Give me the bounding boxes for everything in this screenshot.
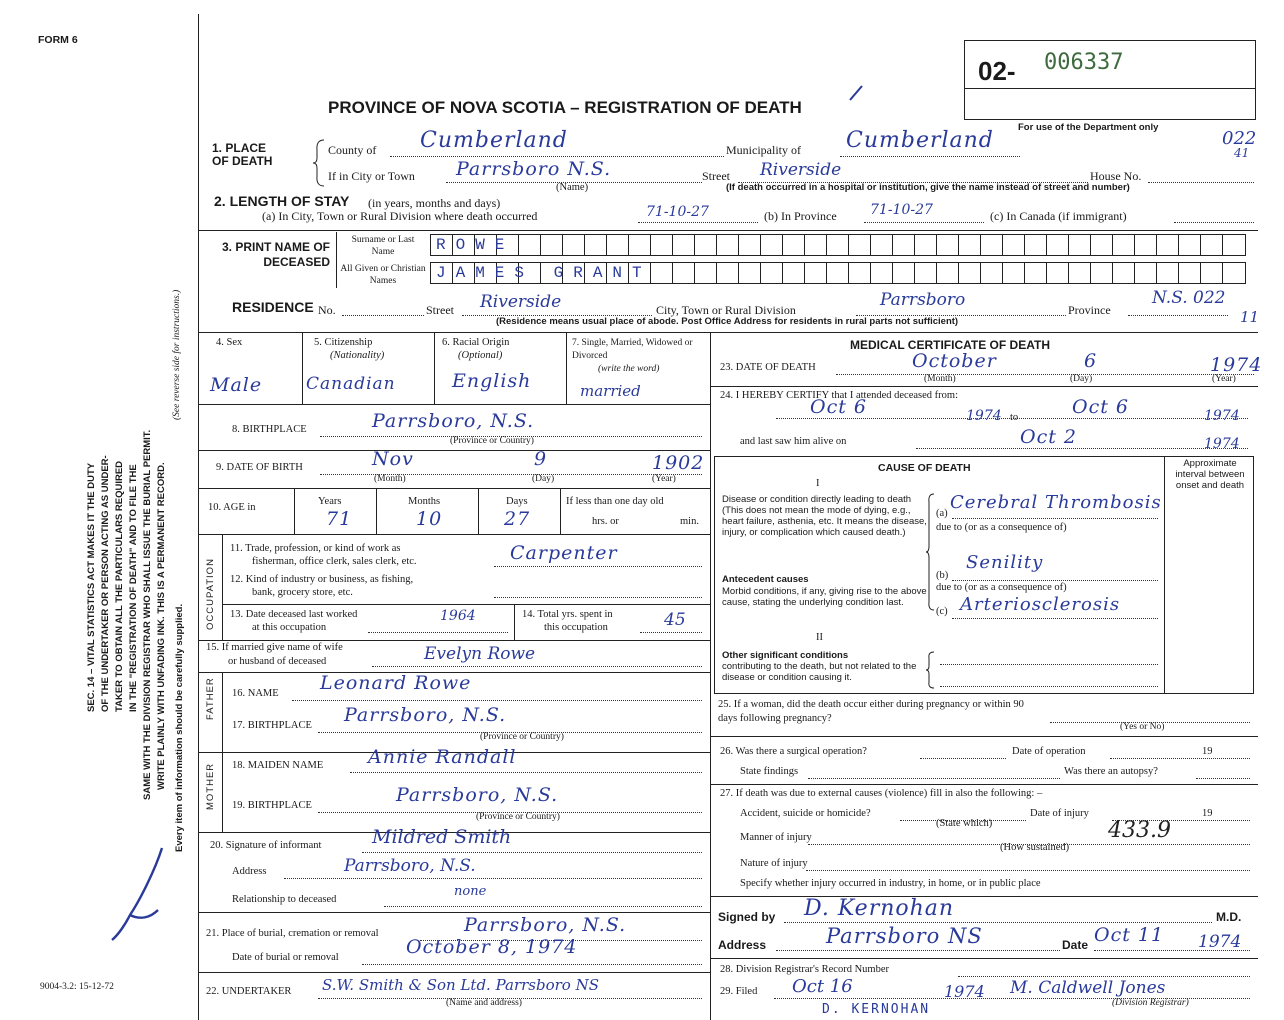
s22-value: S.W. Smith & Son Ltd. Parrsboro NS	[322, 976, 599, 994]
s2-c-label: (c) In Canada (if immigrant)	[990, 209, 1127, 223]
s10-label: 10. AGE in	[208, 502, 256, 513]
s10-years: 71	[326, 508, 353, 530]
s9-year-label: (Year)	[652, 474, 676, 484]
s23-day-label: (Day)	[1070, 374, 1093, 384]
s2-label: LENGTH OF STAY	[229, 193, 350, 209]
s23-year: 1974	[1210, 354, 1263, 376]
s19-value: Parrsboro, N.S.	[396, 784, 559, 806]
s24-last-saw-label: and last saw him alive on	[740, 436, 847, 447]
s18-value: Annie Randall	[368, 746, 517, 768]
antecedent-label: Antecedent causes	[722, 574, 809, 585]
s14-sub: this occupation	[544, 622, 608, 633]
s19-sub: (Province or Country)	[476, 812, 560, 822]
medical-title: MEDICAL CERTIFICATE OF DEATH	[850, 338, 1050, 352]
s2-a-value: 71-10-27	[646, 204, 709, 220]
s1-county-label: County of	[328, 143, 377, 157]
s24-to: Oct 6	[1072, 396, 1129, 418]
s27-how-sustained: (How sustained)	[1000, 842, 1070, 853]
s11-sub: fisherman, office clerk, sales clerk, etc.	[252, 556, 417, 567]
direct-label: Disease or condition directly leading to death (This does not mean the mode of dying, e.g., heart failure, asthenia, etc. It means the disease, injury, or complication which caused death.)	[722, 494, 927, 538]
s9-day-label: (Day)	[532, 474, 555, 484]
side-text-8: Every item of information should be carefully supplied.	[174, 603, 185, 852]
s9-year: 1902	[652, 452, 705, 474]
s19-label: 19. BIRTHPLACE	[232, 800, 312, 811]
s2-sub: (in years, months and days)	[368, 196, 501, 210]
s22-label: 22. UNDERTAKER	[206, 986, 292, 997]
s6-value: English	[452, 370, 532, 392]
s1-brace	[312, 138, 326, 188]
s27-state-which: (State which)	[936, 818, 993, 829]
cause-b-label: (b)	[936, 570, 949, 581]
dept-code-1: 022	[1222, 128, 1257, 149]
page-title: PROVINCE OF NOVA SCOTIA – REGISTRATION OF DEATH	[328, 98, 802, 117]
residence-province-value: N.S. 022	[1152, 288, 1226, 308]
s1-city-value: Parrsboro N.S.	[456, 158, 612, 180]
s22-sub: (Name and address)	[446, 998, 522, 1008]
s10-years-label: Years	[318, 496, 342, 507]
s3-surname-value: ROWE	[436, 236, 515, 254]
s24-from-year: 1974	[966, 408, 1002, 424]
s9-day: 9	[534, 448, 548, 470]
s24-label: 24. I HEREBY CERTIFY that I attended deceased from:	[720, 390, 958, 401]
s21-value: Parrsboro, N.S.	[464, 914, 627, 936]
s1-county-value: Cumberland	[420, 128, 568, 153]
residence-province-label: Province	[1068, 303, 1111, 317]
cause-a-label: (a)	[936, 508, 948, 519]
s26-nineteen: 19	[1202, 746, 1213, 757]
s6-label: 6. Racial Origin	[442, 337, 510, 348]
residence-street-label: Street	[426, 303, 454, 317]
s1-street-label: Street	[702, 169, 730, 183]
date-value: Oct 11	[1094, 924, 1165, 946]
antecedent-sub: Morbid conditions, if any, giving rise to the above cause, stating the underlying condition last.	[722, 586, 927, 608]
s24-to-year: 1974	[1204, 408, 1240, 424]
s27-specify-label: Specify whether injury occurred in industry, in home, or in public place	[740, 878, 1041, 889]
s20-address-label: Address	[232, 866, 267, 877]
s10-less-label: If less than one day old	[566, 496, 664, 507]
s10-months-label: Months	[408, 496, 441, 507]
s3-surname-label: Surname or Last Name	[351, 235, 415, 257]
residence-note: (Residence means usual place of abode. Post Office Address for residents in rural parts not sufficient)	[496, 316, 959, 327]
s10-months: 10	[416, 508, 443, 530]
s23-month: October	[912, 350, 997, 372]
s10-days-label: Days	[506, 496, 528, 507]
s2-b-label: (b) In Province	[764, 209, 837, 223]
s2-b-value: 71-10-27	[870, 202, 933, 218]
mother-label: MOTHER	[205, 762, 216, 810]
s26-label: 26. Was there a surgical operation?	[720, 746, 867, 757]
s29-label: 29. Filed	[720, 986, 758, 997]
s8-sub: (Province or Country)	[450, 436, 534, 446]
filed-year: 1974	[944, 982, 985, 1001]
s2-a-label: (a) In City, Town or Rural Division where death occurred	[262, 209, 538, 223]
s23-month-label: (Month)	[924, 374, 956, 384]
s1-name-label: (Name)	[556, 182, 589, 193]
s1-municipality-value: Cumberland	[846, 128, 994, 153]
s7-value: married	[580, 382, 641, 400]
cause-c-value: Arteriosclerosis	[960, 594, 1121, 615]
serial-prefix: 02-	[978, 56, 1016, 86]
s1-house-label: House No.	[1090, 169, 1142, 183]
s1-label: PLACE OF DEATH	[212, 141, 273, 168]
s24-last-saw-year: 1974	[1204, 436, 1240, 452]
roman-2: II	[816, 632, 823, 643]
s2-num: 2.	[214, 193, 226, 209]
s1-city-label: If in City or Town	[328, 169, 415, 183]
s12-sub: bank, grocery store, etc.	[252, 587, 353, 598]
s25-label: 25. If a woman, did the death occur either during pregnancy or within 90 days following pregnancy?	[718, 699, 1024, 724]
side-text-5: SAME WITH THE DIVISION REGISTRAR WHO SHALL ISSUE THE BURIAL PERMIT.	[142, 429, 153, 800]
s26-autopsy-label: Was there an autopsy?	[1064, 766, 1158, 777]
s23-day: 6	[1084, 350, 1098, 372]
cause-b-value: Senility	[966, 552, 1044, 573]
serial-number: 006337	[1044, 50, 1124, 75]
s16-value: Leonard Rowe	[320, 672, 472, 694]
registrar-label: (Division Registrar)	[1112, 998, 1189, 1008]
other-label: Other significant conditions	[722, 650, 849, 661]
s7-label: 7. Single, Married, Widowed or Divorced	[572, 338, 693, 361]
s11-label: 11. Trade, profession, or kind of work as	[230, 543, 401, 554]
residence-street-value: Riverside	[480, 292, 562, 312]
occupation-label: OCCUPATION	[205, 558, 216, 630]
cause-c-label: (c)	[936, 606, 948, 617]
code-4339: 433.9	[1108, 818, 1171, 843]
s4-value: Male	[210, 374, 263, 396]
s8-label: 8. BIRTHPLACE	[232, 424, 307, 435]
roman-1: I	[816, 478, 820, 489]
address-label: Address	[718, 938, 767, 952]
bottom-print-name: D. KERNOHAN	[822, 1002, 931, 1017]
residence-city-label: City, Town or Rural Division	[656, 303, 796, 317]
dept-code-2: 41	[1234, 146, 1250, 160]
cause-due-to-2: due to (or as a consequence of)	[936, 582, 1067, 593]
signed-label: Signed by	[718, 910, 776, 924]
s26-date-op-label: Date of operation	[1012, 746, 1086, 757]
s3-surname-cells[interactable]	[430, 234, 1246, 256]
s15-label: 15. If married give name of wife	[206, 642, 343, 653]
s21-label: 21. Place of burial, cremation or removal	[206, 928, 379, 939]
s3-num: 3.	[221, 240, 232, 254]
residence-no-label: No.	[318, 303, 336, 317]
s3-given-label: All Given or Christian Names	[340, 264, 426, 286]
s20-label: 20. Signature of informant	[210, 840, 322, 851]
s27-label: 27. If death was due to external causes (violence) fill in also the following: –	[720, 788, 1043, 799]
date-label: Date	[1062, 938, 1089, 952]
form-code: 9004-3.2: 15-12-72	[40, 982, 114, 992]
s5-sub: (Nationality)	[330, 350, 385, 361]
s21-date-label: Date of burial or removal	[232, 952, 339, 963]
s4-label: 4. Sex	[216, 337, 243, 348]
s6-sub: (Optional)	[458, 350, 503, 361]
s12-label: 12. Kind of industry or business, as fishing,	[230, 574, 414, 585]
side-text-7: (See reverse side for instructions.)	[172, 289, 182, 420]
s16-label: 16. NAME	[232, 688, 279, 699]
s27-nineteen: 19	[1202, 808, 1213, 819]
s11-value: Carpenter	[510, 542, 618, 564]
address-value: Parrsboro NS	[826, 924, 983, 948]
s20-address-value: Parrsboro, N.S.	[344, 856, 476, 876]
side-text-2: OF THE UNDERTAKER OR PERSON ACTING AS UNDER-	[100, 455, 111, 712]
s26-state-findings: State findings	[740, 766, 799, 777]
registrar-initial-signature	[100, 840, 180, 950]
date-year: 1974	[1198, 932, 1242, 952]
residence-label: RESIDENCE	[232, 299, 314, 315]
s20-relationship-value: none	[454, 884, 487, 899]
residence-city-value: Parrsboro	[880, 290, 966, 310]
form-label: FORM 6	[38, 34, 78, 46]
s1-street-value: Riverside	[760, 160, 842, 180]
s27-date-injury-label: Date of injury	[1030, 808, 1089, 819]
other-sub: contributing to the death, but not related to the disease or condition causing it.	[722, 661, 917, 683]
s23-label: 23. DATE OF DEATH	[720, 362, 816, 373]
s1-num: 1.	[212, 141, 223, 155]
cause-a-value: Cerebral Thrombosis	[950, 492, 1162, 513]
s24-to-label: to	[1010, 412, 1019, 423]
other-brace	[926, 650, 936, 690]
s27-nature-label: Nature of injury	[740, 858, 808, 869]
s3-label: PRINT NAME OF DECEASED	[235, 240, 330, 269]
s21-date-value: October 8, 1974	[406, 936, 578, 958]
side-text-6: WRITE PLAINLY WITH UNFADING INK. THIS IS A PERMANENT RECORD.	[156, 462, 167, 790]
s7-sub: (write the word)	[598, 364, 660, 374]
s1-hospital-note: (If death occurred in a hospital or institution, give the name instead of street and number)	[726, 182, 1130, 193]
s1-municipality-label: Municipality of	[726, 143, 801, 157]
s9-month: Nov	[372, 448, 414, 470]
s24-last-saw: Oct 2	[1020, 426, 1077, 448]
column-divider	[710, 332, 711, 1020]
s23-year-label: (Year)	[1212, 374, 1236, 384]
s13-sub: at this occupation	[252, 622, 327, 633]
s3-given-value: JAMES GRANT	[436, 264, 652, 282]
interval-label: Approximate interval between onset and death	[1175, 458, 1245, 491]
left-frame-line	[198, 14, 199, 1020]
s14-label: 14. Total yrs. spent in	[522, 609, 613, 620]
side-text-1: SEC. 14 – VITAL STATISTICS ACT MAKES IT THE DUTY	[86, 462, 97, 712]
s10-hrs-label: hrs. or	[592, 516, 619, 527]
s24-from: Oct 6	[810, 396, 867, 418]
s15-sub: or husband of deceased	[228, 656, 327, 667]
cause-due-to-1: due to (or as a consequence of)	[936, 522, 1067, 533]
s17-label: 17. BIRTHPLACE	[232, 720, 312, 731]
s27-accident-label: Accident, suicide or homicide?	[740, 808, 871, 819]
s10-days: 27	[504, 508, 531, 530]
s17-value: Parrsboro, N.S.	[344, 704, 507, 726]
s5-label: 5. Citizenship	[314, 337, 373, 348]
dept-use-label: For use of the Department only	[1018, 122, 1159, 133]
side-text-3: TAKER TO OBTAIN ALL THE PARTICULARS REQUIRED	[114, 460, 125, 712]
s18-label: 18. MAIDEN NAME	[232, 760, 324, 771]
s27-manner-label: Manner of injury	[740, 832, 812, 843]
s20-value: Mildred Smith	[372, 826, 512, 848]
side-text-4: IN THE "REGISTRATION OF DEATH" AND TO FILE THE	[128, 464, 139, 712]
s9-label: 9. DATE OF BIRTH	[216, 462, 303, 473]
cause-title: CAUSE OF DEATH	[878, 462, 971, 474]
s15-value: Evelyn Rowe	[424, 644, 536, 664]
s13-value: 1964	[440, 608, 476, 624]
serial-divider	[964, 88, 1256, 89]
s5-value: Canadian	[306, 374, 396, 394]
registrar-signature: M. Caldwell Jones	[1010, 978, 1166, 998]
s25-yes-no: (Yes or No)	[1120, 722, 1165, 732]
father-label: FATHER	[205, 677, 216, 720]
s14-value: 45	[664, 610, 686, 630]
s20-relationship-label: Relationship to deceased	[232, 894, 337, 905]
filed-value: Oct 16	[792, 976, 853, 997]
residence-code-2: 11	[1240, 308, 1260, 326]
md-label: M.D.	[1216, 910, 1242, 924]
s8-value: Parrsboro, N.S.	[372, 410, 535, 432]
s9-month-label: (Month)	[374, 474, 406, 484]
signed-value: D. Kernohan	[804, 896, 955, 921]
s17-sub: (Province or Country)	[480, 732, 564, 742]
check-mark	[846, 82, 866, 106]
s10-min-label: min.	[680, 516, 699, 527]
s13-label: 13. Date deceased last worked	[230, 609, 358, 620]
s28-label: 28. Division Registrar's Record Number	[720, 964, 889, 975]
